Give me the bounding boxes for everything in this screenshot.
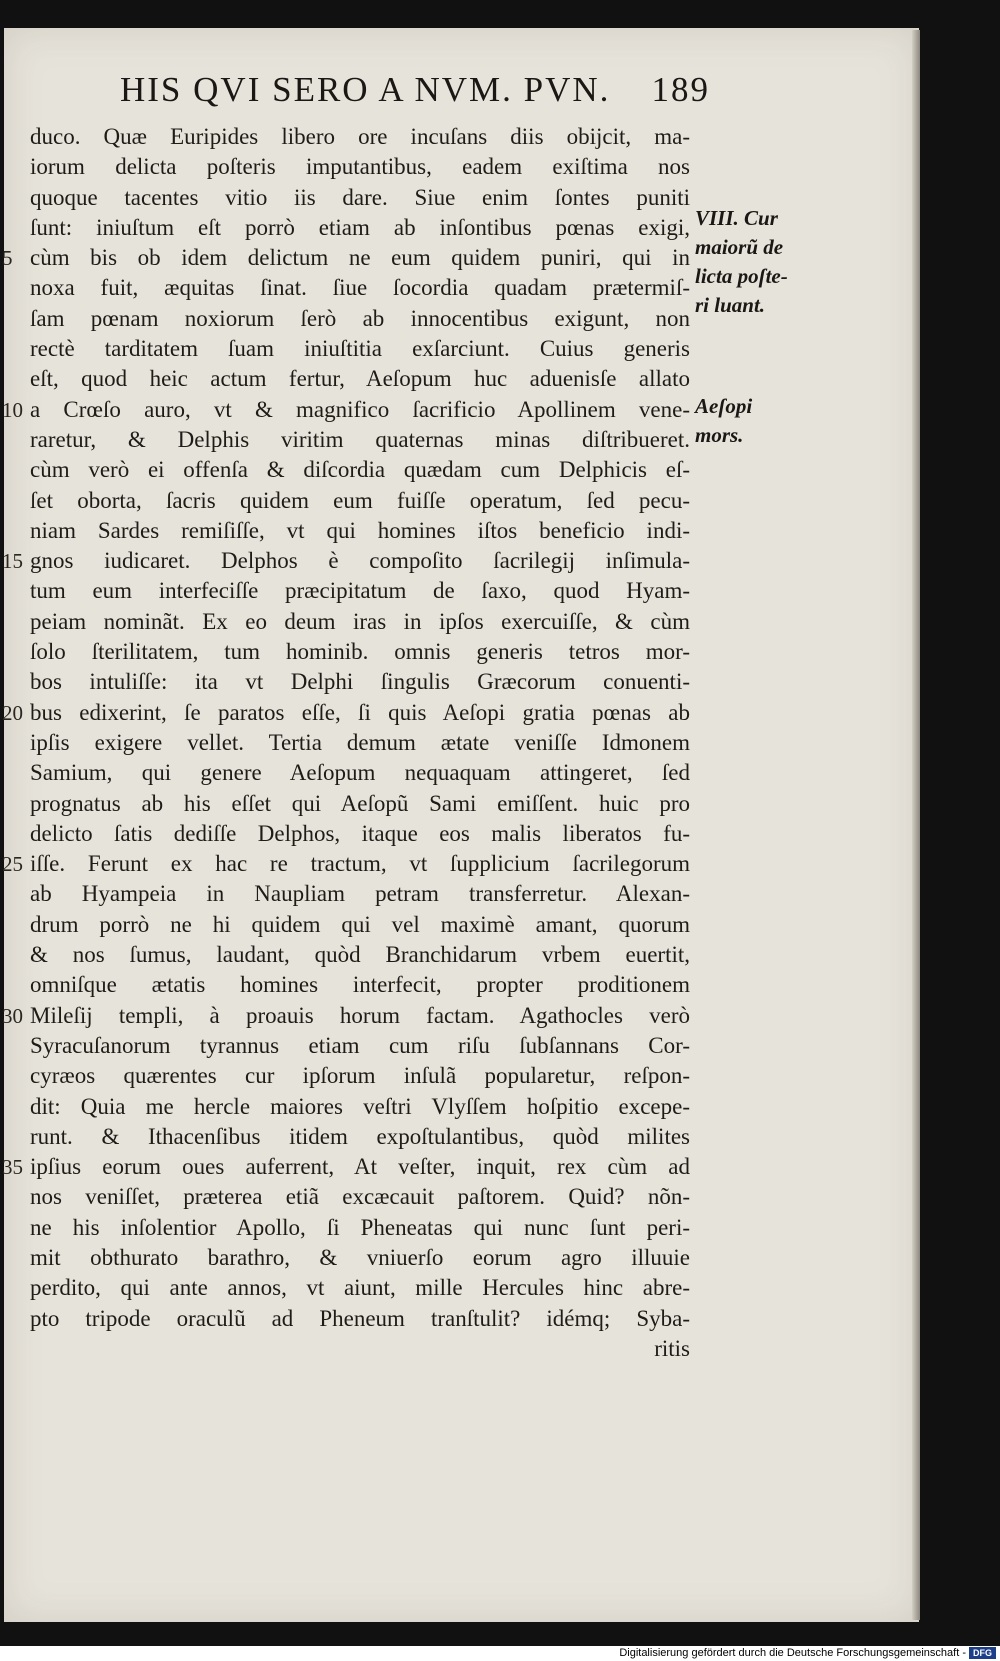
line-text: & nos ſumus, laudant, quòd Branchidarum vrbem euertit, [30, 942, 690, 968]
line-number: 15 [2, 549, 23, 574]
line-text: runt. & Ithacenſibus itidem expoſtulantibus, quòd milites [30, 1123, 690, 1149]
text-line [30, 607, 690, 637]
line-text: bus edixerint, ſe paratos eſſe, ſi quis Aeſopi gratia pœnas ab [30, 699, 690, 725]
line-text: mit obthurato barathro, & vniuerſo eorum agro illuuie [30, 1244, 690, 1270]
line-text: tum eum interfeciſſe præcipitatum de ſaxo, quod Hyam- [30, 578, 690, 604]
text-line [30, 455, 690, 485]
line-text: prognatus ab his eſſet qui Aeſopũ Sami emiſſent. huic pro [30, 790, 690, 816]
line-text: iorum delicta poſteris imputantibus, eadem exiſtima nos [30, 154, 690, 180]
marginal-note-line: ri luant. [695, 293, 766, 317]
dfg-logo: DFG [969, 1647, 996, 1659]
text-line [2, 395, 690, 425]
text-line [30, 304, 690, 334]
line-text: quoque tacentes vitio iis dare. Siue enim ſontes puniti [30, 184, 690, 210]
line-text: ſam pœnam noxiorum ſerò ab innocentibus exigunt, non [30, 305, 690, 331]
text-line [2, 243, 690, 273]
line-text: omniſque ætatis homines interfecit, propter proditionem [30, 972, 690, 998]
line-text: ab Hyampeia in Naupliam petram transferretur. Alexan- [30, 881, 690, 907]
line-text: Samium, qui genere Aeſopum nequaquam attingeret, ſed [30, 760, 690, 786]
marginal-note-line: Aeſopi [695, 394, 753, 418]
text-line [30, 1092, 690, 1122]
line-number: 5 [2, 246, 13, 271]
marginal-note-line: VIII. Cur [695, 206, 778, 230]
marginal-note-aesopi-mors [695, 392, 815, 450]
text-line [2, 546, 690, 576]
line-text: bos intuliſſe: ita vt Delphi ſingulis Græcorum conuenti- [30, 669, 690, 695]
text-line [2, 1001, 690, 1031]
running-header [120, 70, 710, 122]
line-text: cùm bis ob idem delictum ne eum quidem puniri, qui in [30, 245, 690, 271]
text-line [30, 1061, 690, 1091]
line-text: ne his inſolentior Apollo, ſi Pheneatas qui nunc ſunt peri- [30, 1214, 690, 1240]
text-line [2, 1152, 690, 1182]
page-edge [912, 30, 920, 1620]
line-text: Syracuſanorum tyrannus etiam cum riſu ſubſannans Cor- [30, 1032, 690, 1058]
line-text: delicto ſatis dediſſe Delphos, itaque eos malis liberatos fu- [30, 820, 690, 846]
footer-bar [0, 1646, 1000, 1661]
text-line [30, 516, 690, 546]
line-number: 35 [2, 1155, 23, 1180]
line-number: 20 [2, 700, 23, 725]
text-line [30, 1273, 690, 1303]
line-text: a Crœſo auro, vt & magnifico ſacrificio Apollinem vene- [30, 396, 690, 422]
running-title: HIS QVI SERO A NVM. PVN. [120, 70, 611, 109]
text-line [30, 213, 690, 243]
line-number: 25 [2, 852, 23, 877]
line-text: dit: Quia me hercle maiores veſtri Vlyſſem hoſpitio excepe- [30, 1093, 690, 1119]
text-line [30, 576, 690, 606]
text-line [30, 910, 690, 940]
text-line [2, 849, 690, 879]
text-line [30, 364, 690, 394]
line-text: ſolo ſterilitatem, tum hominib. omnis generis tetros mor- [30, 639, 690, 665]
text-line [30, 1213, 690, 1243]
text-line [30, 637, 690, 667]
text-line [30, 1122, 690, 1152]
text-line [30, 425, 690, 455]
line-text: peiam nominãt. Ex eo deum iras in ipſos exercuiſſe, & cùm [30, 608, 690, 634]
marginal-note-line: maiorũ de [695, 235, 784, 259]
text-line [30, 486, 690, 516]
marginal-note-line: mors. [695, 423, 744, 447]
text-line [30, 1304, 690, 1334]
text-line [30, 152, 690, 182]
line-text: drum porrò ne hi quidem qui vel maximè amant, quorum [30, 911, 690, 937]
text-line [30, 728, 690, 758]
main-text [2, 122, 690, 1364]
line-text: cùm verò ei offenſa & diſcordia quædam cum Delphicis eſ- [30, 457, 690, 483]
text-line [2, 698, 690, 728]
line-text: raretur, & Delphis viritim quaternas minas diſtribueret. [30, 426, 690, 452]
text-line [30, 667, 690, 697]
text-line [30, 1031, 690, 1061]
line-text: ſunt: iniuſtum eſt porrò etiam ab inſontibus pœnas exigi, [30, 214, 690, 240]
marginal-note-cur-maiorum [695, 204, 815, 320]
line-text: ipſis exigere vellet. Tertia demum ætate veniſſe Idmonem [30, 729, 690, 755]
line-text: ipſius eorum oues auferrent, At veſter, inquit, rex cùm ad [30, 1154, 690, 1180]
text-line [30, 940, 690, 970]
line-text: pto tripode oraculũ ad Pheneum tranſtulit? idémq; Syba- [30, 1305, 690, 1331]
line-number: 30 [2, 1003, 23, 1028]
text-line [30, 1182, 690, 1212]
line-text: gnos iudicaret. Delphos è compoſito ſacrilegij inſimula- [30, 548, 690, 574]
text-line [30, 273, 690, 303]
line-text: eſt, quod heic actum fertur, Aeſopum huc aduenisſe allato [30, 366, 690, 392]
text-line [30, 970, 690, 1000]
text-line [30, 789, 690, 819]
text-line [30, 819, 690, 849]
page-number: 189 [651, 70, 710, 109]
line-text: noxa fuit, æquitas ſinat. ſiue ſocordia quadam prætermiſ- [30, 275, 690, 301]
line-text: rectè tarditatem ſuam iniuſtitia exſarciunt. Cuius generis [30, 336, 690, 362]
text-line [30, 758, 690, 788]
marginal-note-line: licta poſte- [695, 264, 788, 288]
text-line [30, 183, 690, 213]
line-text: ritis [654, 1335, 690, 1361]
line-text: ſet oborta, ſacris quidem eum fuiſſe operatum, ſed pecu- [30, 487, 690, 513]
line-text: Mileſij templi, à proauis horum factam. Agathocles verò [30, 1002, 690, 1028]
line-text: duco. Quæ Euripides libero ore incuſans diis obijcit, ma- [30, 124, 690, 149]
line-number: 10 [2, 397, 23, 422]
text-line [30, 1243, 690, 1273]
line-text: cyræos quærentes cur ipſorum inſulã popularetur, reſpon- [30, 1063, 690, 1089]
text-line [30, 334, 690, 364]
footer-credit: Digitalisierung gefördert durch die Deutsche Forschungsgemeinschaft - [619, 1647, 966, 1659]
text-line [30, 879, 690, 909]
line-text: niam Sardes remiſiſſe, vt qui homines iſtos beneficio indi- [30, 517, 690, 543]
line-text: iſſe. Ferunt ex hac re tractum, vt ſupplicium ſacrilegorum [30, 851, 690, 877]
line-text: nos veniſſet, præterea etiã excæcauit paſtorem. Quid? nõn- [30, 1184, 690, 1210]
text-line [30, 122, 690, 152]
line-text: perdito, qui ante annos, vt aiunt, mille Hercules hinc abre- [30, 1275, 690, 1301]
text-line [30, 1334, 690, 1364]
